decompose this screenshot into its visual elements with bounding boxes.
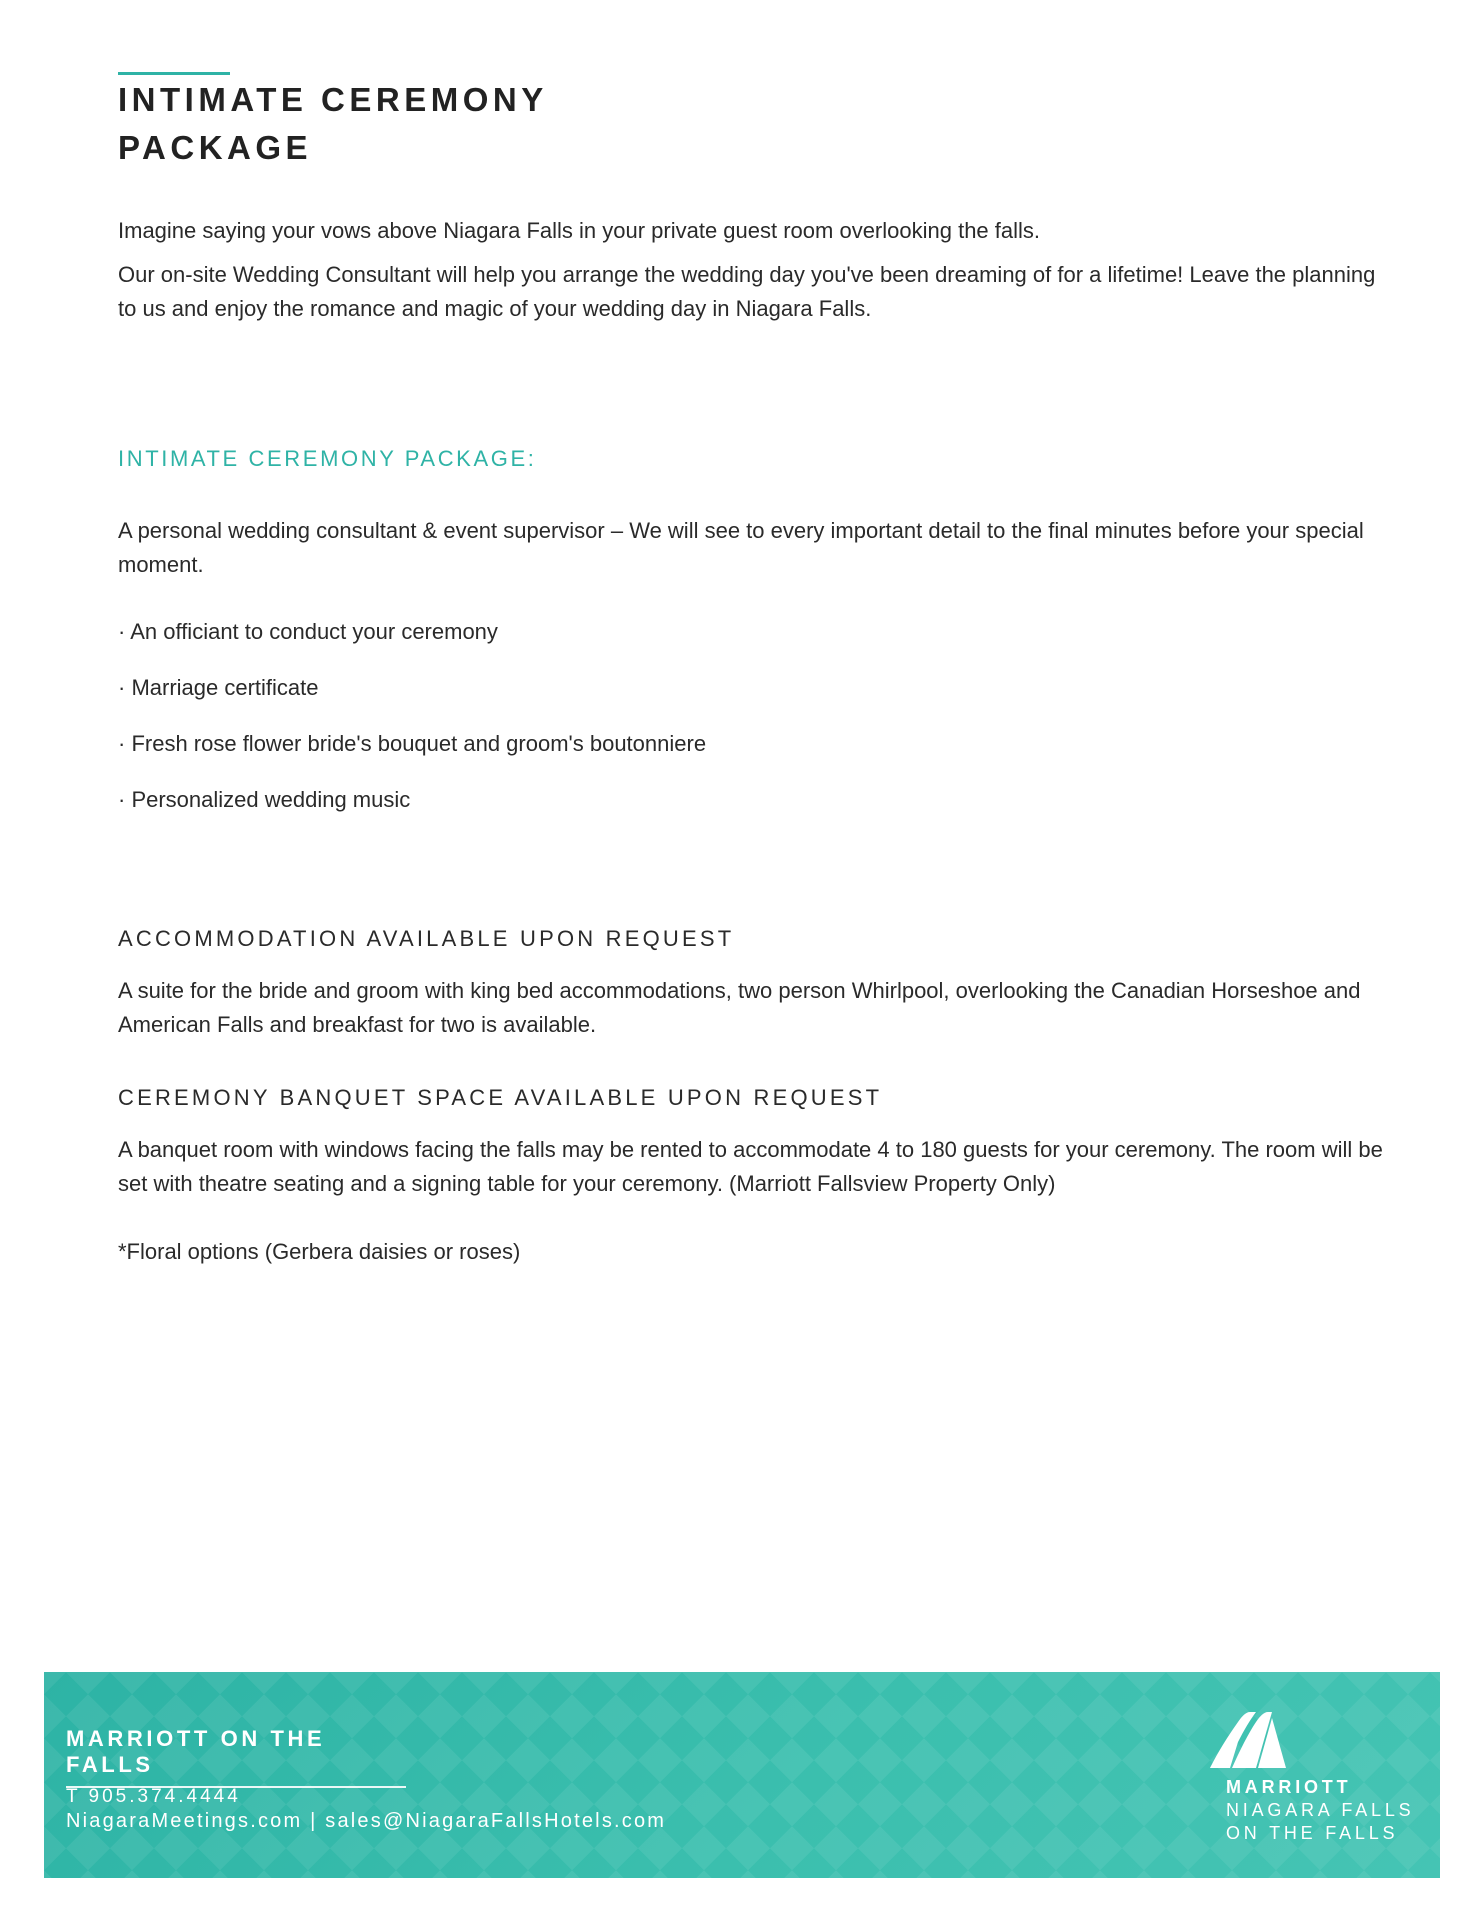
- logo-brand: MARRIOTT: [1226, 1777, 1352, 1797]
- intro-section: [118, 214, 1378, 336]
- footer-separator: |: [302, 1810, 326, 1832]
- page-title-line1: INTIMATE CEREMONY: [118, 81, 548, 118]
- banquet-heading: CEREMONY BANQUET SPACE AVAILABLE UPON REQUEST: [118, 1085, 883, 1110]
- package-item-list: [118, 615, 706, 839]
- list-item: · Fresh rose flower bride's bouquet and groom's boutonniere: [118, 731, 707, 756]
- list-item: · Personalized wedding music: [118, 787, 411, 812]
- logo-location-line2: ON THE FALLS: [1226, 1823, 1399, 1843]
- footer-hotel-name: MARRIOTT ON THE FALLS: [66, 1726, 406, 1788]
- package-lead: A personal wedding consultant & event supervisor – We will see to every important detail to the final minutes before your special moment.: [118, 518, 1364, 577]
- marriott-logo-icon: [1208, 1708, 1288, 1770]
- package-heading: INTIMATE CEREMONY PACKAGE:: [118, 446, 537, 471]
- footer-email-link[interactable]: sales@NiagaraFallsHotels.com: [325, 1810, 667, 1832]
- page-title-line2: PACKAGE: [118, 129, 313, 166]
- logo-location-line1: NIAGARA FALLS: [1226, 1800, 1415, 1820]
- accommodation-text: A suite for the bride and groom with king bed accommodations, two person Whirlpool, overlooking the Canadian Horseshoe and American Falls and breakfast for two is available.: [118, 978, 1361, 1037]
- logo-wordmark: [1226, 1776, 1414, 1845]
- footer-contact-line: [66, 1810, 666, 1833]
- floral-note: *Floral options (Gerbera daisies or roses): [118, 1239, 521, 1264]
- list-item: · An officiant to conduct your ceremony: [118, 619, 498, 644]
- intro-paragraph-2: Our on-site Wedding Consultant will help you arrange the wedding day you've been dreaming of for a lifetime! Leave the planning to us and enjoy the romance and magic of your wedding day in Niagara Falls.: [118, 262, 1376, 321]
- title-accent-rule: [118, 72, 230, 75]
- accommodation-heading: ACCOMMODATION AVAILABLE UPON REQUEST: [118, 926, 735, 951]
- footer-phone: T 905.374.4444: [66, 1786, 241, 1807]
- footer-banner: [44, 1672, 1440, 1878]
- page-title: [118, 76, 818, 172]
- footer-website-link[interactable]: NiagaraMeetings.com: [66, 1810, 303, 1832]
- intro-paragraph-1: Imagine saying your vows above Niagara Falls in your private guest room overlooking the falls.: [118, 218, 1041, 243]
- list-item: · Marriage certificate: [118, 675, 319, 700]
- banquet-text: A banquet room with windows facing the falls may be rented to accommodate 4 to 180 guests for your ceremony. The room will be set with theatre seating and a signing table for your ceremony. (Marriott Fallsview Property Only): [118, 1137, 1383, 1196]
